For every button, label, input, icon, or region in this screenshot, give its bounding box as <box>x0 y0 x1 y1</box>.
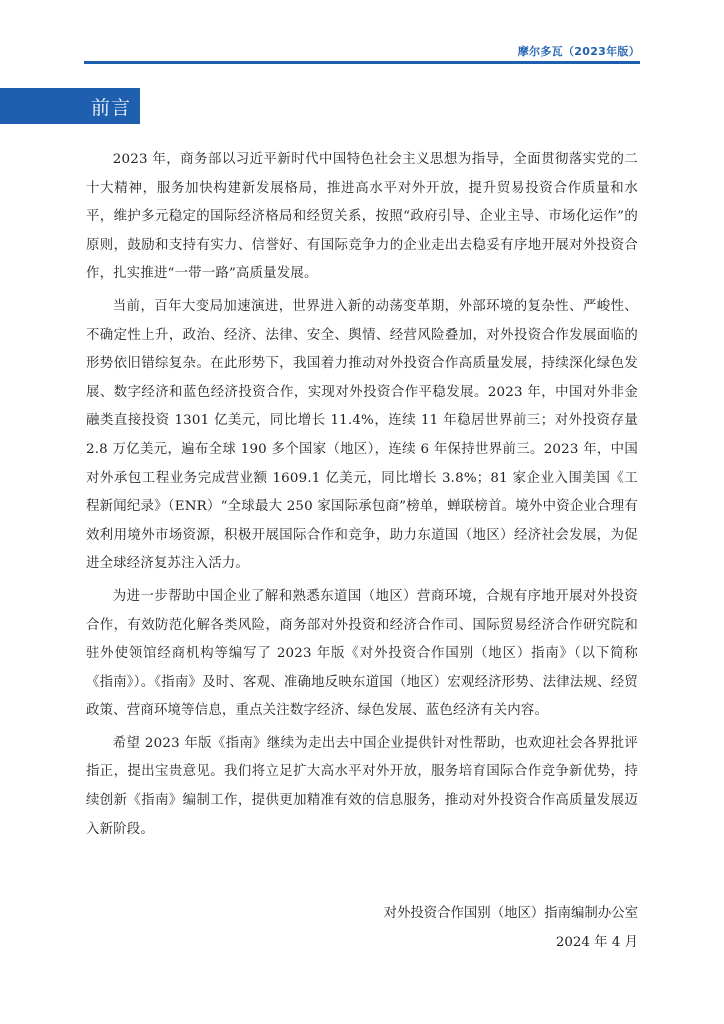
section-title: 前言 <box>91 97 132 119</box>
paragraph-1: 2023 年，商务部以习近平新时代中国特色社会主义思想为指导，全面贯彻落实党的二十大精神，服务加快构建新发展格局，推进高水平对外开放，提升贸易投资合作质量和水平，维护多元稳定的国际经济格局和经贸关系，按照“政府引导、企业主导、市场化运作”的原则，鼓励和支持有实力、信誉好、有国际竞争力的企业走出去稳妥有序地开展对外投资合作，扎实推进“一带一路”高质量发展。 <box>86 152 638 282</box>
running-header-title: 摩尔多瓦（2023年版） <box>517 45 640 58</box>
paragraph-4: 希望 2023 年版《指南》继续为走出去中国企业提供针对性帮助，也欢迎社会各界批评指正，提出宝贵意见。我们将立足扩大高水平对外开放，服务培育国际合作竞争新优势，持续创新《指南》编制工作，提供更加精准有效的信息服务，推动对外投资合作高质量发展迈入新阶段。 <box>86 735 638 837</box>
signoff-block <box>384 900 638 957</box>
header-divider <box>84 61 640 64</box>
signoff-office: 对外投资合作国别（地区）指南编制办公室 <box>383 906 638 921</box>
preface-body <box>86 146 638 848</box>
paragraph-2: 当前，百年大变局加速演进，世界进入新的动荡变革期，外部环境的复杂性、严峻性、不确定性上升，政治、经济、法律、安全、舆情、经营风险叠加，对外投资合作发展面临的形势依旧错综复杂。在此形势下，我国着力推动对外投资合作高质量发展，持续深化绿色发展、数字经济和蓝色经济投资合作，实现对外投资合作平稳发展。2023 年，中国对外非金融类直接投资 1301 亿美元，同比增长 11.4%，连续 11 年稳居世界前三；对外投资存量 2.8 万亿美元，遍布全球 190 多个国家（地区），连续 6 年保持世界前三。2023 年，中国对外承包工程业务完成营业额 1609.1 亿美元，同比增长 3.8%；81 家企业入围美国《工程新闻纪录》（ENR）“全球最大 250 家国际承包商”榜单，蝉联榜首。境外中资企业合理有效利用境外市场资源，积极开展国际合作和竞争，助力东道国（地区）经济社会发展，为促进全球经济复苏注入活力。 <box>86 298 638 572</box>
signoff-date: 2024 年 4 月 <box>555 934 638 950</box>
paragraph-3: 为进一步帮助中国企业了解和熟悉东道国（地区）营商环境，合规有序地开展对外投资合作，有效防范化解各类风险，商务部对外投资和经济合作司、国际贸易经济合作研究院和驻外使领馆经商机构等编写了 2023 年版《对外投资合作国别（地区）指南》（以下简称《指南》）。《指南》及时、客观、准确地反映东道国（地区）宏观经济形势、法律法规、经贸政策、营商环境等信息，重点关注数字经济、绿色发展、蓝色经济有关内容。 <box>86 588 638 719</box>
